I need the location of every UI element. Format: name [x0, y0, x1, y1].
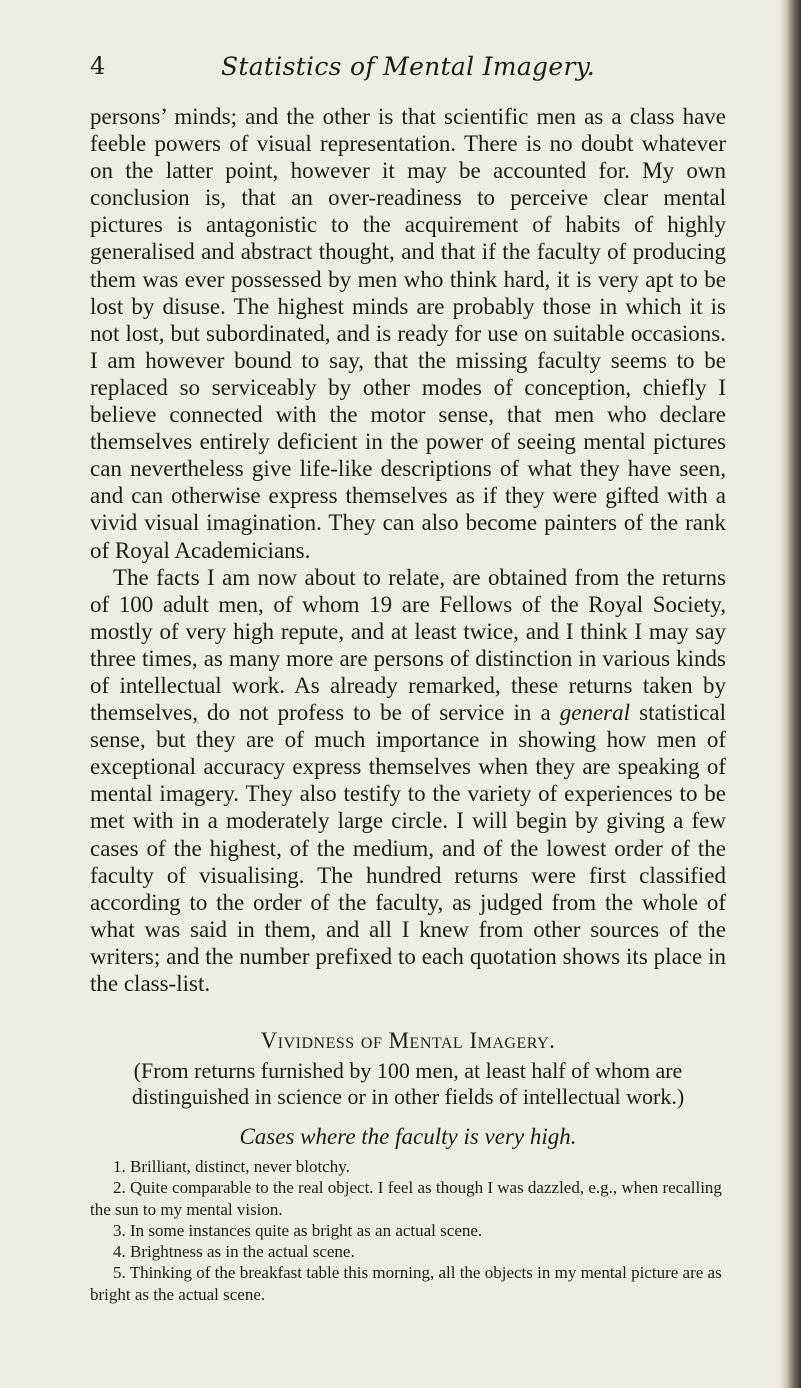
running-header	[90, 52, 726, 88]
quote-item: 4. Brightness as in the actual scene.	[113, 1242, 355, 1262]
paragraph-1: persons’ minds; and the other is that scientific men as a class have feeble powers of visual representation. There is no doubt whatever on the latter point, however it may be accounted for. My own conclusion is, that an over-readiness to perceive clear mental pictures is antagonistic to the acquirement of habits of highly generalised and abstract thought, and that if the faculty of producing them was ever possessed by men who think hard, it is very apt to be lost by disuse. The highest minds are probably those in which it is not lost, but subordinated, and is ready for use on suitable occasions. I am however bound to say, that the missing faculty seems to be replaced so serviceably by other modes of conception, chiefly I believe connected with the motor sense, that men who declare themselves entirely deficient in the power of seeing mental pictures can nevertheless give life-like descriptions of what they have seen, and can otherwise express themselves as if they were gifted with a vivid visual imagination. They can also become painters of the rank of Royal Academicians.	[90, 104, 726, 563]
quote-item: 3. In some instances quite as bright as an actual scene.	[113, 1220, 483, 1240]
page-edge-shadow	[779, 0, 801, 1388]
quote-item: 2. Quite comparable to the real object. I feel as though I was dazzled, e.g., when recalling the sun to my mental vision.	[90, 1178, 722, 1219]
section-subheading: (From returns furnished by 100 men, at least half of whom are distinguished in science or in other fields of intellectual work.)	[131, 1058, 685, 1110]
running-title: Statistics of Mental Imagery.	[220, 52, 596, 81]
quote-item: 1. Brilliant, distinct, never blotchy.	[113, 1157, 350, 1177]
paragraph-2-before: The facts I am now about to relate, are obtained from the returns of 100 adult men, of whom 19 are Fellows of the Royal Society, mostly of very high repute, and at least twice, and I think I may say three times, as many more are persons of distinction in various kinds of intellectual work. As already remarked, these returns taken by themselves, do not profess to be of service in a	[90, 564, 726, 726]
paragraph-2-after: statistical sense, but they are of much importance in showing how men of exceptional accuracy express themselves when they are speaking of mental imagery. They also testify to the variety of experiences to be met with in a moderately large circle. I will begin by giving a few cases of the highest, of the medium, and of the lowest order of the faculty of visualising. The hundred returns were first classified according to the order of the faculty, as judged from the whole of what was said in them, and all I knew from other sources of the writers; and the number prefixed to each quotation shows its place in the class-list.	[90, 700, 727, 996]
body-text	[90, 103, 726, 1305]
quote-list	[90, 1156, 726, 1304]
quote-item: 5. Thinking of the breakfast table this morning, all the objects in my mental picture are as bright as the actual scene.	[90, 1263, 722, 1304]
case-heading: Cases where the faculty is very high.	[239, 1124, 577, 1150]
paragraph-2-emphasis: general	[559, 700, 631, 726]
page-number: 4	[90, 52, 106, 80]
paragraph-2	[90, 564, 726, 998]
section-heading: Vividness of Mental Imagery.	[260, 1028, 556, 1054]
